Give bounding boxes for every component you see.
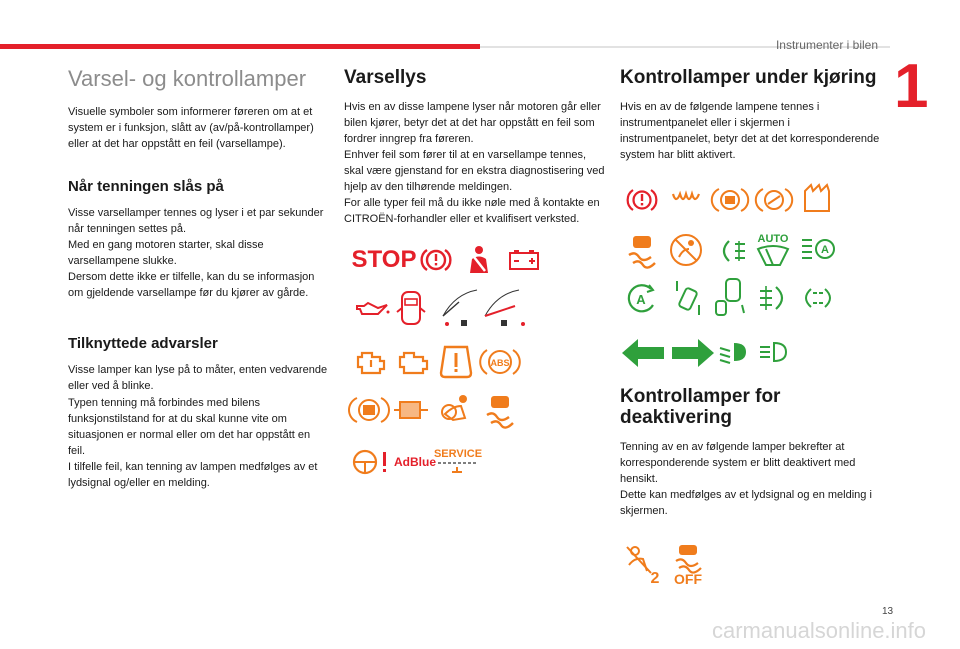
coolant-gauge-icon (434, 283, 526, 331)
rear-foglamp-icon (756, 279, 792, 317)
page-title: Varsel- og kontrollamper (68, 66, 307, 91)
chapter-number: 1 (894, 52, 929, 121)
direction-indicators-icon (620, 333, 716, 373)
lane-assist-icon (670, 277, 706, 319)
watermark: carmanualsonline.info (712, 618, 927, 643)
column-indicators (620, 60, 882, 593)
auto-wiper-icon: AUTO (752, 229, 794, 271)
airbag-deactivated-icon (624, 543, 664, 589)
tyre-pressure-icon (756, 185, 792, 215)
fuel-icon (798, 181, 834, 215)
deactivation-icons (620, 543, 882, 593)
chapter-accent-bar (0, 44, 480, 49)
column-warning-lights (344, 60, 606, 505)
page-number: 13 (882, 606, 894, 617)
battery-warning-icon (506, 245, 542, 275)
esp-active-icon (622, 231, 662, 269)
brake-warning-icon (419, 245, 453, 275)
chapter-title: Instrumenter i bilen (775, 38, 878, 52)
deactivation-heading: Kontrollamper for deaktivering (620, 386, 781, 428)
section-body-warnings: Visse lamper kan lyse på to måter, enten vedvarende eller ved å blinke. Typen tenning må forbindes med bilens funksjonstilstand for at du skal kunne vite om situasjonen er normal eller om det har oppstått en feil. I tilfelle feil, kan tenning av lampen medfølges av et lydsignal og/eller en melding. (68, 364, 328, 489)
service-icon: SERVICE (434, 443, 482, 479)
deactivation-body: Tenning av en av følgende lamper bekrefter at korresponderende system er blitt deaktivert med hensikt. Dette kan medfølges av et lydsignal og en melding i skjermen. (620, 440, 872, 518)
airbag-warning-icon (436, 391, 476, 429)
esp-off-icon: OFF (668, 539, 708, 591)
indicators-body: Hvis en av de følgende lampene tennes i instrumentpanelet eller i skjermen i instrumentpanelet, betyr det at det korresponderende system har blitt aktivert. (620, 100, 880, 162)
indicators-heading: Kontrollamper under kjøring (620, 67, 877, 88)
adblue-icon: AdBlue (394, 455, 436, 470)
glow-plug-icon (668, 185, 704, 215)
warning-lights-heading: Varsellys (344, 67, 427, 88)
warning-icons-grid (344, 245, 606, 505)
airbag-off-icon (666, 231, 706, 269)
seatbelt-warning-icon (462, 245, 496, 275)
indicator-icons-grid (620, 185, 882, 385)
particle-filter-icon (392, 393, 432, 427)
stability-warning-icon (350, 393, 388, 427)
stability-indicator-icon (712, 185, 748, 215)
skid-warning-icon (480, 391, 520, 429)
oil-pressure-icon (352, 293, 392, 323)
stop-start-icon (622, 281, 662, 317)
engine-fault-icon (352, 345, 388, 379)
dipped-beam-icon (716, 335, 752, 369)
svg-text:A: A (821, 244, 829, 257)
column-intro (68, 60, 330, 491)
blind-spot-icon (712, 275, 748, 319)
brake-indicator-icon (624, 185, 660, 215)
engine-warning-icon (394, 345, 432, 379)
section-body-ignition: Visse varsellamper tennes og lyser i et par sekunder når tenningen settes på. Med en gang motoren starter, skal disse varsellampene slukke. Dersom dette ikke er tilfelle, kan du se informasjon om gjeldende varsellampe før du kjører av gårde. (68, 207, 324, 300)
svg-text:2: 2 (650, 570, 660, 588)
svg-text:ABS: ABS (490, 358, 510, 369)
steering-warning-icon (350, 445, 390, 479)
main-beam-icon (756, 335, 792, 369)
sidelights-icon (798, 281, 838, 315)
section-heading-warnings: Tilknyttede advarsler (68, 335, 218, 353)
general-warning-icon (436, 341, 476, 381)
warning-lights-body: Hvis en av disse lampene lyser når motoren går eller bilen kjører, betyr det at det har oppstått en feil som fordrer inngrep fra føreren. Enhver feil som fører til at en varsellampe tennes, skal være gjenstand for en ekstra diagnostisering ved hjelp av den tilhørende meldingen. For alle typer feil må du ikke nøle med å kontakte en CITROËN-forhandler eller et kvalifisert verksted. (344, 100, 605, 226)
door-open-icon (394, 289, 428, 327)
front-foglamp-icon (714, 233, 750, 269)
stop-icon: STOP (351, 246, 417, 274)
abs-icon (480, 343, 520, 381)
auto-highbeam-icon (798, 231, 838, 267)
intro-text: Visuelle symboler som informerer føreren om at et system er i funksjon, slått av (av/på-kontrollamper) eller at det har oppstått en feil (varsellampe). (68, 106, 314, 151)
svg-text:A: A (636, 292, 646, 308)
section-heading-ignition: Når tenningen slås på (68, 178, 224, 196)
